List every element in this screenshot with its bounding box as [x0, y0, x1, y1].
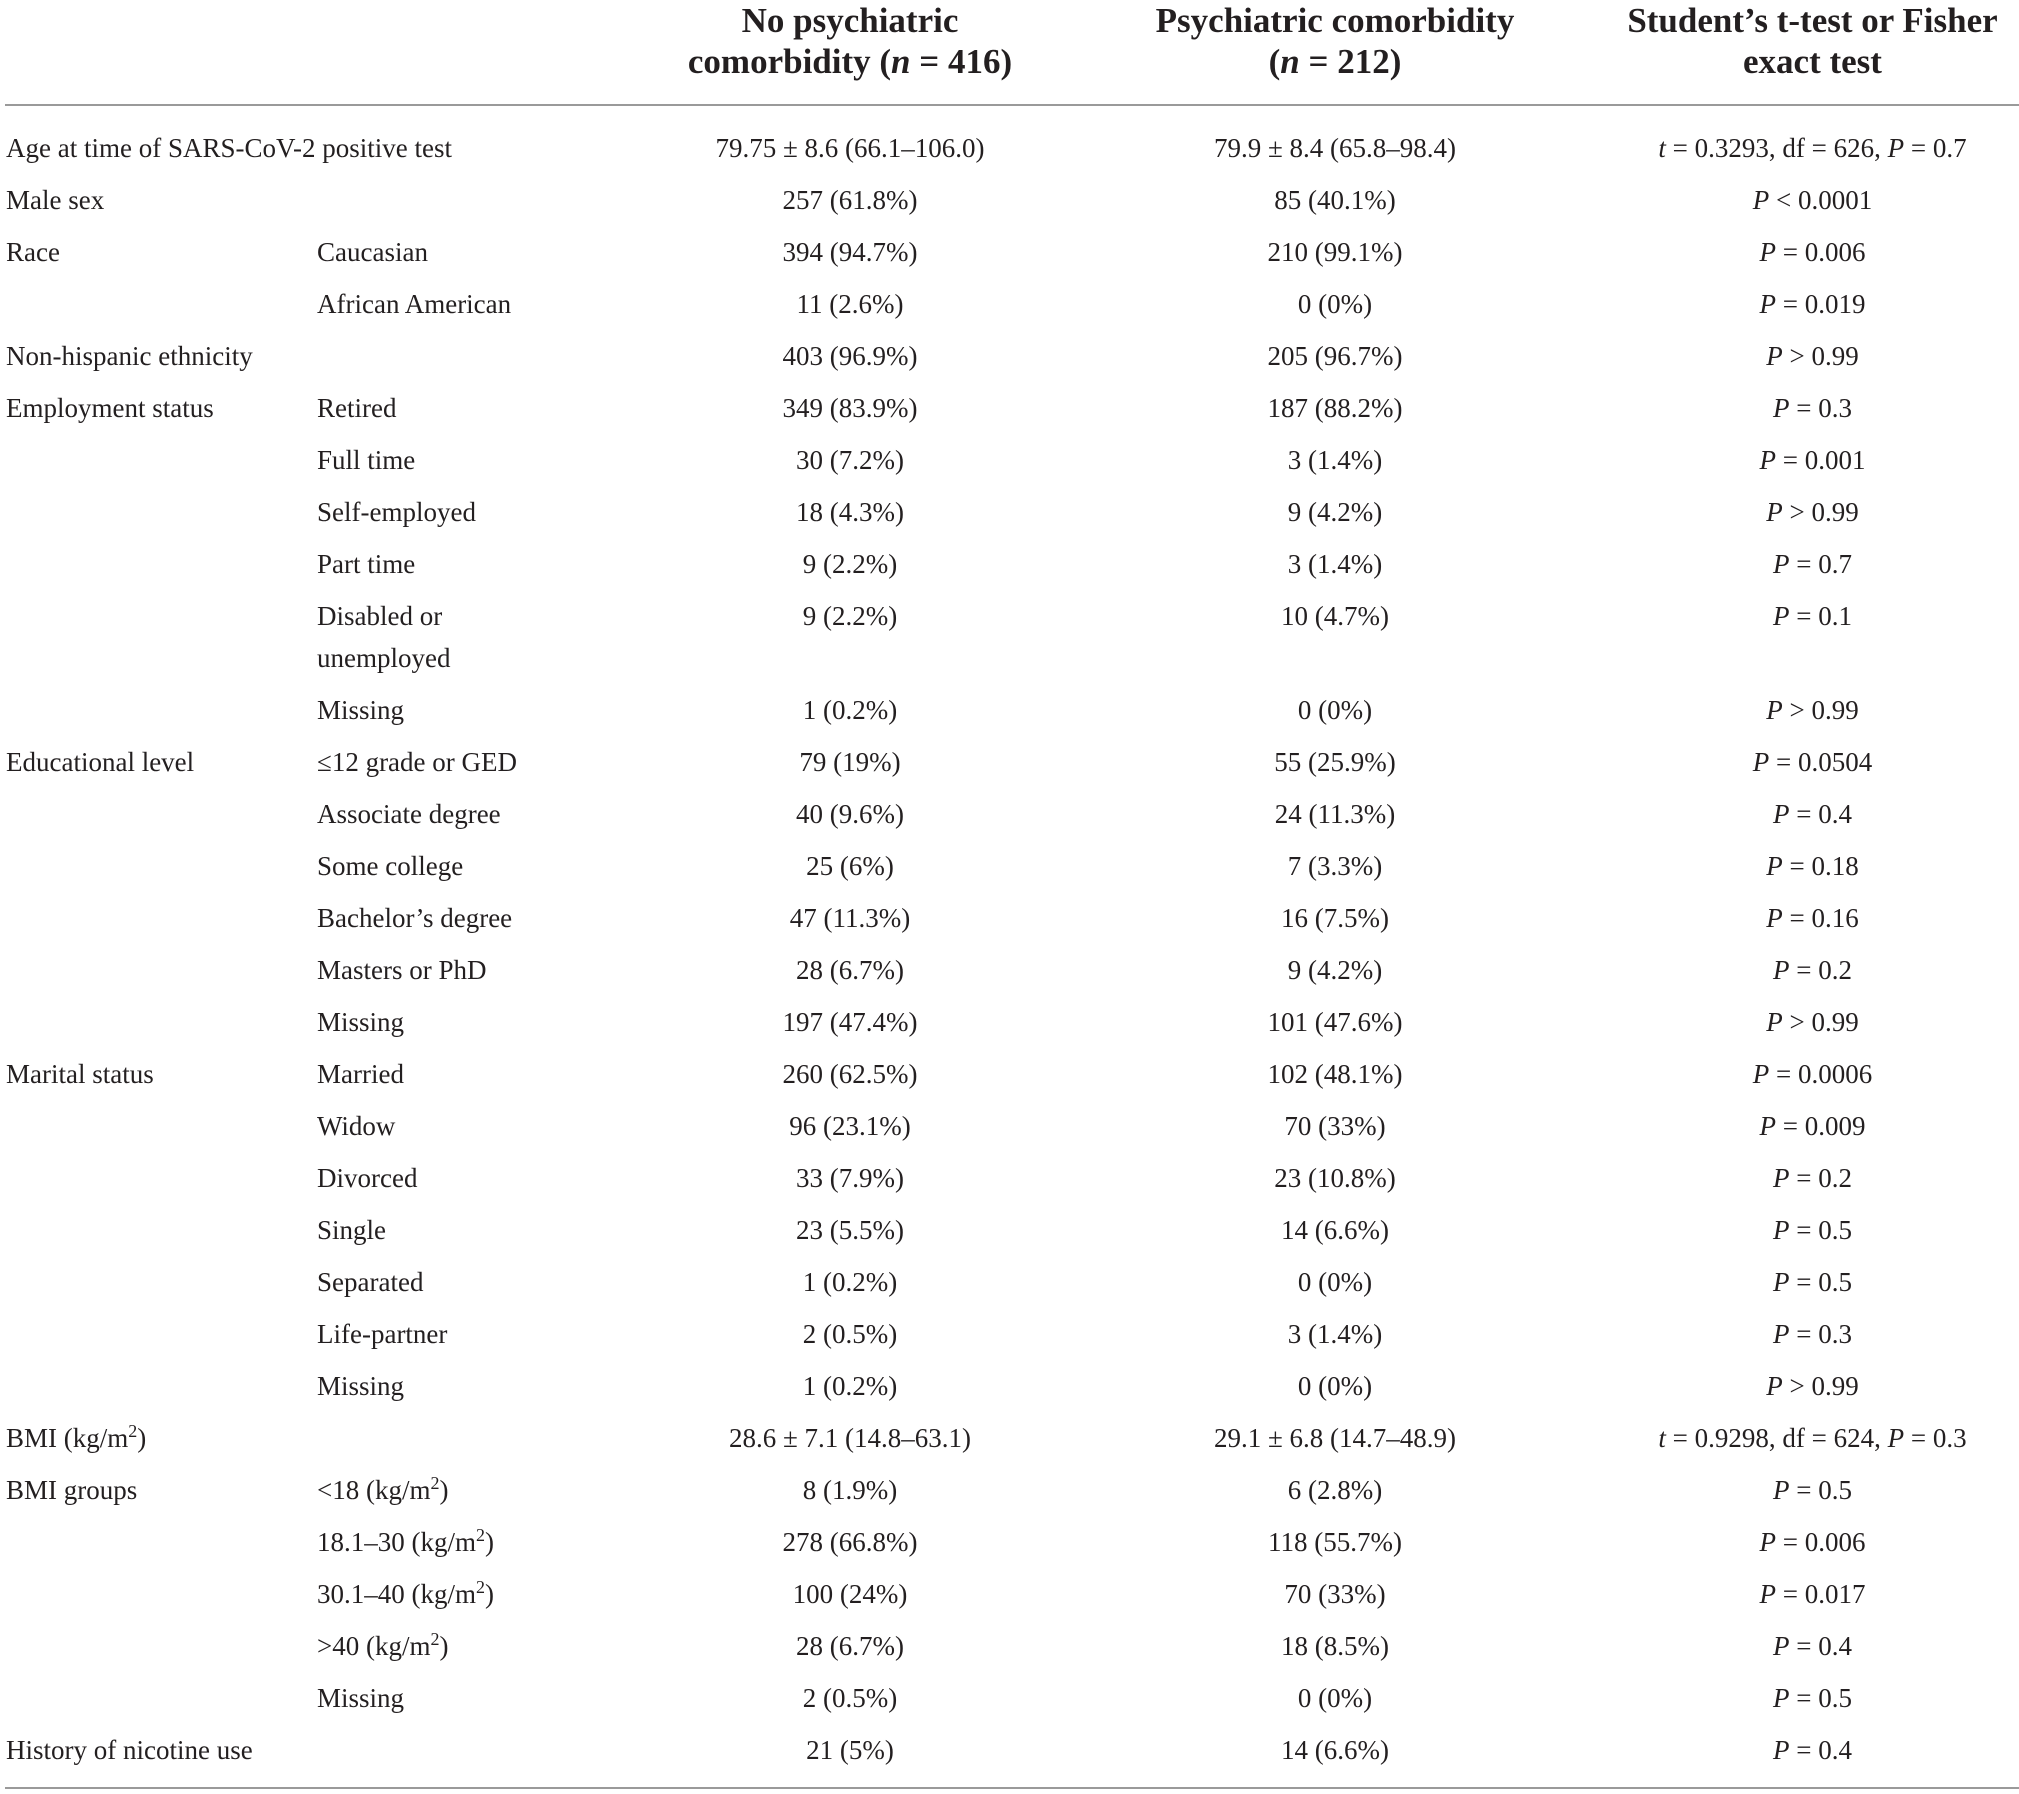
header-rule — [5, 104, 2019, 106]
value-no-comorbidity: 40 (9.6%) — [796, 799, 904, 829]
value-comorbidity: 101 (47.6%) — [1267, 1007, 1403, 1037]
p-value: P = 0.16 — [1766, 903, 1859, 933]
p-value: P = 0.4 — [1773, 1735, 1852, 1765]
test-result — [1610, 1677, 2015, 1719]
p-value: P = 0.4 — [1773, 1631, 1852, 1661]
header-psychiatric-comorbidity — [1130, 0, 1540, 82]
value-comorbidity: 9 (4.2%) — [1287, 955, 1383, 985]
value-comorbidity: 118 (55.7%) — [1268, 1527, 1402, 1557]
header-col3-line2: exact test — [1743, 42, 1882, 81]
test-result — [1610, 689, 2015, 731]
p-value: P = 0.3 — [1773, 1319, 1852, 1349]
table-row — [0, 543, 2019, 595]
header-col1-suffix: = 416) — [910, 42, 1013, 81]
value-comorbidity: 14 (6.6%) — [1281, 1735, 1389, 1765]
table-row — [0, 793, 2019, 845]
row-sublabel: Associate degree — [317, 799, 501, 829]
row-sublabel: 30.1–40 $(kg/m^2)$ — [317, 1577, 494, 1609]
value-comorbidity: 18 (8.5%) — [1281, 1631, 1389, 1661]
value-no-comorbidity: 28 (6.7%) — [796, 955, 904, 985]
test-result — [1610, 1521, 2015, 1563]
value-no-comorbidity: 2 (0.5%) — [802, 1319, 898, 1349]
header-col2-suffix: = 212) — [1299, 42, 1402, 81]
test-result — [1610, 897, 2015, 939]
p-value: P = 0.019 — [1759, 289, 1866, 319]
t-test-stats: t = 0.9298, df = 624, — [1658, 1423, 1888, 1453]
table-row — [0, 439, 2019, 491]
test-result — [1610, 127, 2015, 169]
value-comorbidity: 70 (33%) — [1284, 1579, 1386, 1609]
table-row — [0, 1209, 2019, 1261]
value-comorbidity: 3 (1.4%) — [1287, 549, 1383, 579]
value-comorbidity: 0 (0%) — [1297, 1683, 1373, 1713]
value-no-comorbidity: 1 (0.2%) — [802, 695, 898, 725]
value-no-comorbidity: 403 (96.9%) — [782, 341, 918, 371]
value-comorbidity: 7 (3.3%) — [1287, 851, 1383, 881]
test-result — [1610, 1157, 2015, 1199]
value-no-comorbidity: 278 (66.8%) — [782, 1527, 918, 1557]
table-row — [0, 1469, 2019, 1521]
header-col1-line2 — [660, 41, 1040, 82]
header-no-psychiatric-comorbidity — [660, 0, 1040, 82]
value-no-comorbidity: 8 (1.9%) — [802, 1475, 898, 1505]
test-result — [1610, 1105, 2015, 1147]
row-sublabel: Masters or PhD — [317, 955, 487, 985]
p-value: P = 0.2 — [1773, 1163, 1852, 1193]
test-result — [1610, 335, 2015, 377]
value-comorbidity: 205 (96.7%) — [1267, 341, 1403, 371]
test-result — [1610, 1209, 2015, 1251]
p-value: P = 0.0504 — [1752, 747, 1873, 777]
p-value: P = 0.3 — [1773, 393, 1852, 423]
p-value: P = 0.3 — [1887, 1423, 1967, 1453]
test-result — [1610, 1573, 2015, 1615]
test-result — [1610, 1053, 2015, 1095]
row-sublabel: Missing — [317, 1683, 405, 1713]
test-result — [1610, 1261, 2015, 1303]
p-value: P > 0.99 — [1766, 695, 1859, 725]
value-comorbidity: 24 (11.3%) — [1274, 799, 1396, 829]
value-comorbidity: 55 (25.9%) — [1274, 747, 1396, 777]
row-sublabel: Separated — [317, 1267, 424, 1297]
table-row — [0, 845, 2019, 897]
test-result — [1610, 283, 2015, 325]
table-row — [0, 1053, 2019, 1105]
value-comorbidity: 70 (33%) — [1284, 1111, 1386, 1141]
table-row — [0, 897, 2019, 949]
p-value: P = 0.5 — [1773, 1475, 1852, 1505]
value-comorbidity: 3 (1.4%) — [1287, 1319, 1383, 1349]
row-label: Non-hispanic ethnicity — [6, 341, 253, 371]
row-sublabel: Missing — [317, 1007, 405, 1037]
value-no-comorbidity: 28.6 ± 7.1 (14.8–63.1) — [728, 1423, 972, 1453]
value-comorbidity: 3 (1.4%) — [1287, 445, 1383, 475]
row-sublabel: Retired — [317, 393, 397, 423]
value-no-comorbidity: 257 (61.8%) — [782, 185, 918, 215]
test-result — [1610, 949, 2015, 991]
value-no-comorbidity: 96 (23.1%) — [789, 1111, 911, 1141]
p-value: P > 0.99 — [1766, 341, 1859, 371]
p-value: P = 0.001 — [1759, 445, 1866, 475]
row-sublabel: Single — [317, 1215, 387, 1245]
row-label: BMI groups — [6, 1475, 138, 1505]
row-label: Educational level — [6, 747, 195, 777]
row-sublabel: Disabled or unemployed — [317, 601, 451, 673]
value-no-comorbidity: 11 (2.6%) — [796, 289, 904, 319]
value-no-comorbidity: 47 (11.3%) — [789, 903, 911, 933]
table-row — [0, 179, 2019, 231]
row-sublabel: Bachelor’s degree — [317, 903, 513, 933]
value-comorbidity: 0 (0%) — [1297, 1267, 1373, 1297]
test-result — [1610, 595, 2015, 637]
table-row — [0, 127, 2019, 179]
test-result — [1610, 1417, 2015, 1459]
value-no-comorbidity: 1 (0.2%) — [802, 1267, 898, 1297]
value-no-comorbidity: 23 (5.5%) — [796, 1215, 904, 1245]
table-row — [0, 1261, 2019, 1313]
value-no-comorbidity: 9 (2.2%) — [802, 601, 898, 631]
test-result — [1610, 1313, 2015, 1355]
header-col2-line2 — [1130, 41, 1540, 82]
value-comorbidity: 187 (88.2%) — [1267, 393, 1403, 423]
test-result — [1610, 543, 2015, 585]
row-sublabel: African American — [317, 289, 512, 319]
value-no-comorbidity: 79 (19%) — [799, 747, 901, 777]
value-no-comorbidity: 197 (47.4%) — [782, 1007, 918, 1037]
test-result — [1610, 1625, 2015, 1667]
test-result — [1610, 741, 2015, 783]
test-result — [1610, 179, 2015, 221]
table-body — [0, 127, 2019, 1781]
p-value: P = 0.006 — [1759, 237, 1866, 267]
header-statistical-test — [1610, 0, 2015, 82]
value-no-comorbidity: 9 (2.2%) — [802, 549, 898, 579]
p-value: P > 0.99 — [1766, 1007, 1859, 1037]
table-row — [0, 231, 2019, 283]
row-sublabel: Missing — [317, 695, 405, 725]
value-comorbidity: 14 (6.6%) — [1281, 1215, 1389, 1245]
table-row — [0, 1729, 2019, 1781]
row-sublabel: Part time — [317, 549, 416, 579]
p-value: P = 0.7 — [1887, 133, 1967, 163]
header-col1-n: n — [891, 42, 911, 81]
table-row — [0, 595, 2019, 689]
value-no-comorbidity: 28 (6.7%) — [796, 1631, 904, 1661]
table-row — [0, 741, 2019, 793]
header-col2-line1: Psychiatric comorbidity — [1155, 1, 1515, 40]
table-row — [0, 1677, 2019, 1729]
value-comorbidity: 0 (0%) — [1297, 1371, 1373, 1401]
p-value: P = 0.0006 — [1752, 1059, 1873, 1089]
p-value: P = 0.18 — [1766, 851, 1859, 881]
p-value: P = 0.2 — [1773, 955, 1852, 985]
value-no-comorbidity: 1 (0.2%) — [802, 1371, 898, 1401]
row-sublabel: Life-partner — [317, 1319, 448, 1349]
value-no-comorbidity: 21 (5%) — [806, 1735, 894, 1765]
p-value: P = 0.1 — [1773, 601, 1852, 631]
row-label: Male sex — [6, 185, 105, 215]
p-value: P = 0.006 — [1759, 1527, 1866, 1557]
value-no-comorbidity: 25 (6%) — [806, 851, 894, 881]
header-col3-line1: Student’s t-test or Fisher — [1627, 1, 1998, 40]
value-no-comorbidity: 394 (94.7%) — [782, 237, 918, 267]
test-result — [1610, 1001, 2015, 1043]
table-row — [0, 1625, 2019, 1677]
table-row — [0, 1313, 2019, 1365]
table-row — [0, 387, 2019, 439]
table-row — [0, 1105, 2019, 1157]
test-result — [1610, 231, 2015, 273]
value-comorbidity: 79.9 ± 8.4 (65.8–98.4) — [1213, 133, 1457, 163]
value-no-comorbidity: 100 (24%) — [792, 1579, 908, 1609]
header-col2-prefix: ( — [1268, 42, 1281, 81]
row-label: Employment status — [6, 393, 214, 423]
p-value: P = 0.5 — [1773, 1267, 1852, 1297]
value-comorbidity: 23 (10.8%) — [1274, 1163, 1396, 1193]
value-no-comorbidity: 30 (7.2%) — [796, 445, 904, 475]
header-col1-prefix: comorbidity ( — [687, 42, 892, 81]
row-sublabel: Caucasian — [317, 237, 428, 267]
p-value: P = 0.009 — [1759, 1111, 1866, 1141]
table-row — [0, 1521, 2019, 1573]
t-test-stats: t = 0.3293, df = 626, — [1658, 133, 1888, 163]
value-comorbidity: 16 (7.5%) — [1281, 903, 1389, 933]
value-comorbidity: 102 (48.1%) — [1267, 1059, 1403, 1089]
p-value: P = 0.5 — [1773, 1683, 1852, 1713]
p-value: P = 0.4 — [1773, 799, 1852, 829]
row-sublabel: Full time — [317, 445, 416, 475]
test-result — [1610, 793, 2015, 835]
row-label: Race — [6, 237, 60, 267]
table-row — [0, 1001, 2019, 1053]
value-no-comorbidity: 79.75 ± 8.6 (66.1–106.0) — [715, 133, 985, 163]
header-col2-n: n — [1280, 42, 1300, 81]
value-comorbidity: 210 (99.1%) — [1267, 237, 1403, 267]
test-result — [1610, 1469, 2015, 1511]
p-value: P = 0.5 — [1773, 1215, 1852, 1245]
value-no-comorbidity: 2 (0.5%) — [802, 1683, 898, 1713]
table-row — [0, 689, 2019, 741]
value-no-comorbidity: 349 (83.9%) — [782, 393, 918, 423]
row-sublabel: Married — [317, 1059, 404, 1089]
table-row — [0, 1365, 2019, 1417]
row-sublabel: Divorced — [317, 1163, 418, 1193]
p-value: P > 0.99 — [1766, 1371, 1859, 1401]
p-value: P > 0.99 — [1766, 497, 1859, 527]
row-sublabel: Self-employed — [317, 497, 476, 527]
table-row — [0, 491, 2019, 543]
value-no-comorbidity: 33 (7.9%) — [796, 1163, 904, 1193]
row-sublabel: Some college — [317, 851, 464, 881]
test-result — [1610, 1365, 2015, 1407]
row-label: History of nicotine use — [6, 1735, 253, 1765]
p-value: P = 0.017 — [1759, 1579, 1866, 1609]
table-row — [0, 949, 2019, 1001]
test-result — [1610, 439, 2015, 481]
table-row — [0, 335, 2019, 387]
value-comorbidity: 9 (4.2%) — [1287, 497, 1383, 527]
p-value: P = 0.7 — [1773, 549, 1852, 579]
test-result — [1610, 387, 2015, 429]
test-result — [1610, 1729, 2015, 1771]
table-row — [0, 1573, 2019, 1625]
value-comorbidity: 0 (0%) — [1297, 289, 1373, 319]
row-label: Marital status — [6, 1059, 154, 1089]
table-row — [0, 283, 2019, 335]
test-result — [1610, 491, 2015, 533]
table-header — [0, 0, 2019, 102]
table-row — [0, 1157, 2019, 1209]
value-no-comorbidity: 18 (4.3%) — [796, 497, 904, 527]
row-label: BMI $(kg/m^2)$ — [6, 1421, 147, 1453]
row-sublabel: Widow — [317, 1111, 396, 1141]
row-label: Age at time of SARS-CoV-2 positive test — [6, 133, 452, 163]
p-value: P < 0.0001 — [1752, 185, 1873, 215]
test-result — [1610, 845, 2015, 887]
row-sublabel: Missing — [317, 1371, 405, 1401]
header-col1-line1: No psychiatric — [741, 1, 959, 40]
value-comorbidity: 29.1 ± 6.8 (14.7–48.9) — [1213, 1423, 1457, 1453]
value-comorbidity: 6 (2.8%) — [1287, 1475, 1383, 1505]
value-comorbidity: 10 (4.7%) — [1281, 601, 1389, 631]
footer-rule — [5, 1787, 2019, 1789]
row-sublabel: 18.1–30 $(kg/m^2)$ — [317, 1525, 494, 1557]
value-no-comorbidity: 260 (62.5%) — [782, 1059, 918, 1089]
row-sublabel: <18 $(kg/m^2)$ — [317, 1473, 449, 1505]
row-sublabel: >40 $(kg/m^2)$ — [317, 1629, 449, 1661]
row-sublabel: ≤12 grade or GED — [317, 747, 518, 777]
value-comorbidity: 0 (0%) — [1297, 695, 1373, 725]
table-row — [0, 1417, 2019, 1469]
value-comorbidity: 85 (40.1%) — [1274, 185, 1396, 215]
